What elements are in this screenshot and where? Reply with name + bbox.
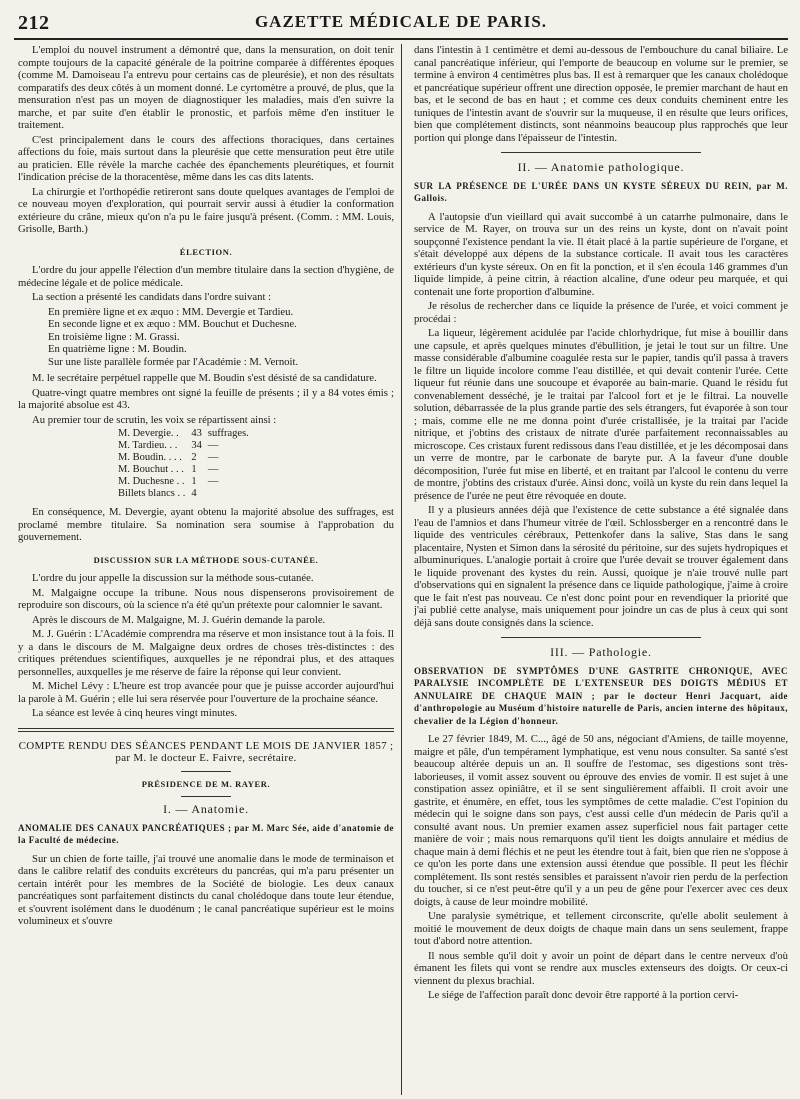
running-title: GAZETTE MÉDICALE DE PARIS. [254,12,548,31]
anomalie-heading: ANOMALIE DES CANAUX PANCRÉATIQUES ; par M. Marc Sée, aide d'anatomie de la Faculté de médecine. [18,822,394,845]
short-rule [181,771,231,772]
paragraph: Une paralysie symétrique, et tellement circonscrite, qu'elle abolit seulement à moitié le mouvement de deux doigts de chaque main dans un sens seulement, frappe tout d'abord notre attention. [414,910,788,947]
page-header [14,10,788,40]
vote-row: M. Bouchut . . . 1 — [118,464,219,475]
paragraph: Après le discours de M. Malgaigne, M. J. Guérin demande la parole. [32,613,326,626]
paragraph: M. J. Guérin : L'Académie comprendra ma réserve et mon insistance tout à la fois. Il y a dans le discours de M. Malgaigne deux ordres de choses très-distinctes : des critiques prétendues scientifiques, auxquelles je ne répondrai plus, et des attaques personnelles, auxquelles je me réserve de faire la réponse qui leur convient. [18,628,394,678]
observation-heading: OBSERVATION DE SYMPTÔMES D'UNE GASTRITE CHRONIQUE, AVEC PARALYSIE INCOMPLÈTE DE L'EXTENSEUR DES DOIGTS MÉDIUS ET ANNULAIRE DE CHAQUE MAIN ; par le docteur Henri Jacquart, aide d'anthropologie au Muséum d'histoire naturelle de Paris, ancien interne des hôpitaux, chevalier de la Légion d'honneur. [414,665,788,726]
candidate-list [48,306,394,369]
paragraph: C'est principalement dans le cours des affections thoraciques, dans certaines affections du foie, mais surtout dans la pleurésie que cette mensuration peut être utile au praticien. Elle révèle la marche cachée des épanchements pleurétiques, et fournit l'indication précise de la thoracentèse, même dans les cas dits latents. [18,133,394,183]
paragraph: M. Malgaigne occupe la tribune. Nous nous dispenserons provisoirement de reproduire son discours, où la science n'a été qu'un prétexte pour calomnier le savant. [18,586,394,611]
paragraph: La liqueur, légèrement acidulée par l'acide chlorhydrique, fut mise à bouillir dans une capsule, et après quelques minutes d'ébullition, je jetai le tout sur un filtre. Une masse considérable d'albumine coagulée resta sur le papier, tandis qu'il passa à travers le filtre un liquide incolore comme l'eau distillée, et qui devait contenir l'urée. Cette liqueur fut réunie dans une soucoupe et évaporée au bain-marie. Quand le résidu fut convenablement desséché, je le traitai par l'alcool fort et je le filtrai. La nouvelle solution, débarrassée de la plus grande partie des sels étrangers, fut évaporée à son tour ; mais, comme elle ne me donna point d'urée cristallisée, je la traitai par l'acide nitrique, et j'obtins des cristaux de nitrate d'urée parfaitement reconnaissables au microscope. Ces cristaux furent redissous dans l'eau distillée, et je les décomposai dans un verre de montre, par le carbonate de baryte pur. A la faveur d'une double décomposition, l'urée fut mise en liberté, et en traitant par l'alcool le contenu du verre de montre, j'obtins des cristaux d'urée. Ainsi donc, voilà un kyste du rein dans lequel la présence de l'urée ne peut être révoquée en doute. [414,327,788,502]
paragraph: M. le secrétaire perpétuel rappelle que M. Boudin s'est désisté de sa candidature. [32,372,377,384]
paragraph: Au premier tour de scrutin, les voix se répartissent ainsi : [32,413,277,426]
section-rule [501,637,701,638]
paragraph: Le siége de l'affection paraît donc devoir être rapporté à la portion cervi- [428,989,739,1001]
paragraph: La chirurgie et l'orthopédie retireront sans doute quelques avantages de l'emploi de ce nouveau moyen d'exploration, qui pourrait servir aussi à étudier la conformation extérieure du crâne, mieux qu'on n'a pu le faire jusqu'à présent. (Comm. : MM. Louis, Grisolle, Barth.) [18,185,394,235]
left-column [18,44,394,1095]
paragraph: Je résolus de rechercher dans ce liquide la présence de l'urée, et voici comment je procédai : [414,300,788,325]
vote-row: M. Duchesne . . 1 — [118,476,219,487]
section-rule [501,152,701,153]
candidate-line: En seconde ligne et ex æquo : MM. Bouchut et Duchesne. [48,318,297,330]
uree-heading: SUR LA PRÉSENCE DE L'URÉE DANS UN KYSTE SÉREUX DU REIN, par M. Gallois. [414,180,788,203]
election-heading: ÉLECTION. [179,246,233,257]
paragraph: M. Michel Lévy : L'heure est trop avancée pour que je puisse accorder aujourd'hui la parole à M. Guérin ; elle lui sera réservée pour l'ouverture de la prochaine séance. [18,680,394,705]
paragraph: Il nous semble qu'il doit y avoir un point de départ dans le centre nerveux d'où émanent les filets qui vont se rendre aux muscles extenseurs des doigts. Or ceux-ci viennent du plexus brachial. [414,949,788,987]
candidate-line: En première ligne et ex æquo : MM. Devergie et Tardieu. [48,305,294,318]
paragraph: Sur un chien de forte taille, j'ai trouvé une anomalie dans le mode de terminaison et dans le calibre relatif des conduits excréteurs du pancréas, qui m'a paru présenter un certain intérêt pour les membres de la Société de biologie. Les deux canaux pancréatiques sont parfaitement distincts du canal cholédoque dans toute leur étendue, et s'ouvrent isolément dans le duodénum ; le canal pancréatique supérieur est le moins volumineux et s'ouvre [18,852,394,927]
candidate-line: En quatrième ligne : M. Boudin. [48,343,187,355]
section-anatomie-pathologique: II. — Anatomie pathologique. [517,160,685,174]
paragraph: dans l'intestin à 1 centimètre et demi au-dessous de l'embouchure du canal biliaire. Le canal pancréatique inférieur, qui l'emporte de beaucoup en volume sur le premier, se termine à environ 4 centimètres plus bas. Il est à remarquer que les canaux cholédoque et pancréatique supérieur offrent une direction opposée, le premier marchant de haut en bas, et le second de bas en haut ; et comme ces deux conduits cheminent entre les tuniques de l'intestin avant de s'ouvrir sur la muqueuse, il en résulte que leurs orifices, bien que complétement distincts, sont néanmoins beaucoup plus rapprochés que leur portion qui plonge dans l'épaisseur de l'intestin. [414,44,788,144]
paragraph: A l'autopsie d'un vieillard qui avait succombé à un catarrhe pulmonaire, dans le service de M. Rayer, on trouva sur un des reins un kyste, dont on n'avait point soupçonné l'existence pendant la vie. Il était placé à la partie supérieure de l'organe, et s'était développé aux dépens de la substance corticale. Il avait tous les caractères extérieurs d'un kyste séreux. On en fit la ponction, et il s'en écoula 146 grammes d'un liquide limpide, à peine citrin, à réaction alcaline, d'une odeur peu marquée, et qui contenait une forte proportion d'albumine. [414,210,788,298]
paragraph: L'emploi du nouvel instrument a démontré que, dans la mensuration, on doit tenir compte toujours de la capacité générale de la poitrine comparée à différentes époques (comme M. Damoiseau l'a entrevu pour certains cas de pleurésie), et non des résultats comparatifs des deux côtés à un moment donné. Le cyrtomètre a prouvé, de plus, que la mensuration n'est pas un moyen de diagnostiquer les maladies, mais d'en suivre la marche, et par suite d'en établir le pronostic, et parfois même d'en instituer le traitement. [18,44,394,131]
paragraph: L'ordre du jour appelle l'élection d'un membre titulaire dans la section d'hygiène, de médecine légale et de police médicale. [18,264,394,289]
paragraph: Il y a plusieurs années déjà que l'existence de cette substance a été signalée dans l'eau de l'amnios et dans l'humeur vitrée de l'œil. Schlossberger en a rencontré dans le liquide des ventricules cérébraux, Pettenkofer dans la salive, Stas dans le sang placentaire, Nysten et Simon dans la sérosité du péritoine, sur des sujets hydropiques et albuminuriques. L'analogie portait à croire que l'urée devait se trouver également dans le liquide provenant des kystes du rein. Aussi, quoique je n'aie trouvé nulle part d'observations qui en signalent la présence dans ce liquide pathologique, j'aime à croire que le fait n'est pas nouveau. Ce n'est donc point pour en revendiquer la priorité que j'ai publié cette analyse, mais uniquement pour joindre un cas de plus à ceux qui sont déjà sans doute consignés dans la science. [414,504,788,629]
presidence-heading: PRÉSIDENCE DE M. RAYER. [141,778,271,789]
right-column [414,44,788,1095]
section-divider [18,728,394,732]
paragraph: Quatre-vingt quatre membres ont signé la feuille de présents ; il y a 84 votes émis ; la majorité absolue est 43. [18,386,394,411]
column-divider [401,44,402,1095]
paragraph: Le 27 février 1849, M. C..., âgé de 50 ans, négociant d'Amiens, de taille moyenne, maigre et pâle, d'un tempérament lymphatique, est venu nous consulter. Sa santé s'est beaucoup altérée depuis un an. Il souffre de l'estomac, ses digestions sont très-laborieuses, il vomit assez souvent ou éprouve des envies de vomir. Il est sujet à une constipation assez opiniâtre, et il se sent singulièrement affaibli. Il croit avoir une gastrite, et énumère, en effet, tous les symptômes de cette maladie. C'est l'opinion du médecin qui le soigne dans son pays, c'est aussi celle d'un médecin de Paris qu'il a consulté avant nous. Un premier examen assez superficiel nous fait partager cette manière de voir ; mais nous remarquons qu'il tient les doigts annulaire et médius de chaque main à demi fléchis et ne peut les étendre tout à fait, bien que rien ne s'oppose à ce qu'on les porte dans une extension aussi étendue que possible. Il peut les fléchir complétement. Ils sont restés sensibles et paraissent n'avoir rien perdu de la perfection du toucher, si ce n'est peut-être qu'il y a un peu de gêne pour l'exercer avec ces deux doigts, à cause de leur moindre mobilité. [414,733,788,908]
paragraph: La section a présenté les candidats dans l'ordre suivant : [32,291,272,303]
vote-table [118,428,255,500]
discussion-heading: DISCUSSION SUR LA MÉTHODE SOUS-CUTANÉE. [93,554,319,565]
vote-row: Billets blancs . . 4 [118,488,197,499]
vote-row: M. Devergie. . 43 suffrages. [118,428,249,439]
section-pathologie: III. — Pathologie. [550,645,652,659]
vote-row: M. Tardieu. . . 34 — [118,440,219,451]
compte-rendu-heading: COMPTE RENDU DES SÉANCES PENDANT LE MOIS DE JANVIER 1857 ; par M. le docteur E. Faivre, secrétaire. [18,739,394,764]
paragraph: En conséquence, M. Devergie, ayant obtenu la majorité absolue des suffrages, est proclamé membre titulaire. Sa nomination sera soumise à l'approbation du gouvernement. [18,506,394,543]
paragraph: La séance est levée à cinq heures vingt minutes. [32,707,238,719]
short-rule [181,796,231,797]
paragraph: L'ordre du jour appelle la discussion sur la méthode sous-cutanée. [32,572,314,584]
candidate-line: Sur une liste parallèle formée par l'Académie : M. Vernoit. [48,355,299,368]
candidate-line: En troisième ligne : M. Grassi. [48,330,180,343]
vote-row: M. Boudin. . . . 2 — [118,452,219,463]
section-anatomie: I. — Anatomie. [163,802,249,816]
page-number: 212 [18,12,50,34]
